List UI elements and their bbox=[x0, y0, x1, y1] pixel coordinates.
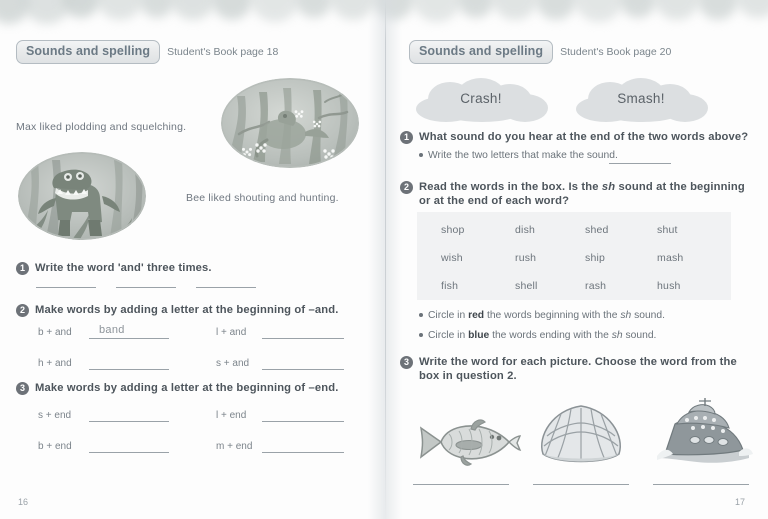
answer-line-fish[interactable] bbox=[413, 484, 509, 485]
answer-b-and[interactable]: band bbox=[99, 324, 125, 336]
word-cell[interactable]: fish bbox=[441, 280, 459, 292]
color-word-blue: blue bbox=[468, 330, 490, 341]
exercise-number-badge: 1 bbox=[400, 131, 413, 144]
exercise-number-badge: 3 bbox=[400, 356, 413, 369]
exercise-prompt-line-2: box in question 2. bbox=[419, 370, 517, 382]
word-cell[interactable]: shop bbox=[441, 224, 465, 236]
word-cell[interactable]: rash bbox=[585, 280, 607, 292]
exercise-prompt: What sound do you hear at the end of the two words above? bbox=[419, 131, 749, 143]
cue-s-and: s + and bbox=[216, 358, 250, 369]
answer-line-l-and[interactable] bbox=[262, 338, 344, 339]
story-line-max: Max liked plodding and squelching. bbox=[16, 121, 187, 133]
answer-line-l-end[interactable] bbox=[262, 421, 344, 422]
cue-h-and: h + and bbox=[38, 358, 72, 369]
exercise-prompt: Write the word 'and' three times. bbox=[35, 262, 212, 274]
page-number-left: 16 bbox=[18, 497, 29, 507]
cloud-smash bbox=[570, 78, 712, 122]
right-page-header bbox=[409, 40, 671, 64]
exercise-number-badge: 2 bbox=[400, 181, 413, 194]
exercise-number-badge: 1 bbox=[16, 262, 29, 275]
answer-line-h-and[interactable] bbox=[89, 369, 169, 370]
exercise-1-left bbox=[16, 261, 346, 275]
cue-l-end: l + end bbox=[216, 410, 247, 421]
fish-picture bbox=[413, 412, 523, 470]
right-page bbox=[385, 0, 768, 519]
exercise-prompt-line-2: or at the end of each word? bbox=[419, 195, 570, 207]
bullet-circle-blue bbox=[419, 330, 656, 341]
exercise-prompt-line-1: Write the word for each picture. Choose the word from the bbox=[419, 356, 737, 368]
exercise-number-badge: 2 bbox=[16, 304, 29, 317]
answer-line-s-end[interactable] bbox=[89, 421, 169, 422]
exercise-3-right bbox=[400, 355, 762, 383]
students-book-reference-right: Student's Book page 20 bbox=[560, 45, 672, 58]
cue-s-end: s + end bbox=[38, 410, 72, 421]
cue-b-end: b + end bbox=[38, 441, 72, 452]
exercise-number-badge: 3 bbox=[16, 382, 29, 395]
cue-b-and: b + and bbox=[38, 327, 72, 338]
bullet-dot bbox=[419, 313, 423, 317]
word-cell[interactable]: ship bbox=[585, 252, 606, 264]
ship-picture bbox=[653, 398, 755, 470]
bee-creature-oval bbox=[221, 78, 359, 168]
cue-m-end: m + end bbox=[216, 441, 253, 452]
exercise-prompt: Make words by adding a letter at the beginning of –end. bbox=[35, 382, 339, 394]
exercise-2-left bbox=[16, 303, 366, 317]
word-cell[interactable]: hush bbox=[657, 280, 681, 292]
cloud-crash bbox=[410, 78, 552, 122]
word-cell[interactable]: dish bbox=[515, 224, 536, 236]
word-box bbox=[417, 212, 731, 300]
exercise-3-left bbox=[16, 381, 366, 395]
bullet-dot bbox=[419, 333, 423, 337]
students-book-reference-left: Student's Book page 18 bbox=[167, 45, 279, 58]
word-cell[interactable]: shut bbox=[657, 224, 678, 236]
bullet-text: Circle in red the words beginning with the sh sound. bbox=[428, 310, 665, 321]
exercise-2-right bbox=[400, 180, 760, 208]
page-number-right: 17 bbox=[735, 497, 746, 507]
bullet-circle-red bbox=[419, 310, 665, 321]
answer-line-and-1[interactable] bbox=[36, 287, 96, 288]
word-cell[interactable]: wish bbox=[441, 252, 463, 264]
section-badge-right: Sounds and spelling bbox=[409, 40, 553, 64]
answer-line-and-3[interactable] bbox=[196, 287, 256, 288]
exercise-prompt-line-1: Read the words in the box. Is the sh sound at the beginning bbox=[419, 181, 745, 193]
answer-line-and-2[interactable] bbox=[116, 287, 176, 288]
answer-line-b-end[interactable] bbox=[89, 452, 169, 453]
left-page-header bbox=[16, 40, 278, 64]
word-cell[interactable]: rush bbox=[515, 252, 537, 264]
story-line-bee: Bee liked shouting and hunting. bbox=[186, 192, 339, 204]
bullet-dot bbox=[419, 153, 423, 157]
section-badge-left: Sounds and spelling bbox=[16, 40, 160, 64]
answer-line-shell[interactable] bbox=[533, 484, 629, 485]
answer-line-two-letters[interactable] bbox=[609, 163, 671, 164]
shell-picture bbox=[535, 402, 627, 470]
word-cell[interactable]: mash bbox=[657, 252, 684, 264]
bullet-write-two-letters bbox=[419, 150, 618, 161]
cloud-label: Crash! bbox=[460, 91, 502, 106]
max-dinosaur-oval bbox=[18, 152, 146, 240]
answer-line-m-end[interactable] bbox=[262, 452, 344, 453]
bullet-text: Circle in blue the words ending with the sh sound. bbox=[428, 330, 657, 341]
answer-line-s-and[interactable] bbox=[262, 369, 344, 370]
word-cell[interactable]: shed bbox=[585, 224, 609, 236]
answer-line-b-and[interactable] bbox=[89, 338, 169, 339]
color-word-red: red bbox=[468, 310, 485, 321]
cue-l-and: l + and bbox=[216, 327, 247, 338]
answer-line-ship[interactable] bbox=[653, 484, 749, 485]
exercise-prompt: Make words by adding a letter at the beginning of –and. bbox=[35, 304, 339, 316]
exercise-1-right bbox=[400, 130, 760, 144]
bullet-text: Write the two letters that make the sound. bbox=[428, 150, 618, 161]
cloud-label: Smash! bbox=[617, 91, 665, 106]
word-cell[interactable]: shell bbox=[515, 280, 538, 292]
